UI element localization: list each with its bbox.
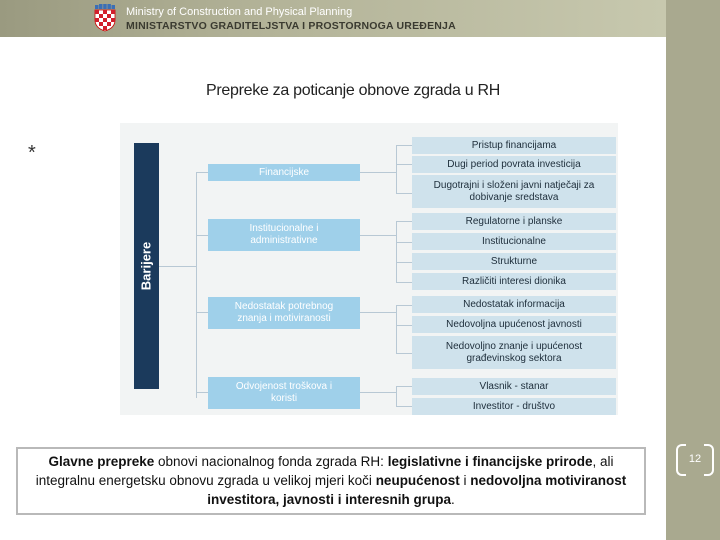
item-regulatory: Regulatorne i planske: [412, 213, 616, 230]
connector-item: [396, 262, 412, 263]
caption-text-4: .: [451, 492, 455, 507]
category-cost-benefit: Odvojenost troškova i koristi: [208, 377, 360, 409]
item-lack-of-information: Nedostatak informacija: [412, 296, 616, 313]
connector-trunk: [159, 266, 197, 267]
connector-spine: [196, 172, 197, 398]
item-long-payback: Dugi period povrata investicija: [412, 156, 616, 173]
connector-item: [396, 145, 412, 146]
caption-text-1: obnovi nacionalnog fonda zgrada RH:: [154, 454, 388, 469]
item-access-to-finance: Pristup financijama: [412, 137, 616, 154]
connector-item: [396, 221, 412, 222]
right-bracket-icon: [704, 444, 714, 476]
croatian-coat-of-arms-icon: [94, 4, 116, 32]
connector-cat-3: [196, 312, 208, 313]
bullet-marker: *: [28, 142, 36, 164]
page-number-badge: [676, 444, 714, 474]
connector-group-4: [360, 392, 396, 393]
connector-item: [396, 193, 412, 194]
category-institutional: Institucionalne i administrativne: [208, 219, 360, 251]
caption-bold-1: Glavne prepreke: [48, 454, 155, 469]
connector-group-3: [360, 312, 396, 313]
item-institutional: Institucionalne: [412, 233, 616, 250]
connector-group-1: [360, 172, 396, 173]
caption-bold-2: legislativne i financijske prirode: [387, 454, 593, 469]
caption-text-2: , ali integralnu energetsku obnovu zgrada u velikoj mjeri koči: [35, 454, 614, 488]
connector-item: [396, 164, 412, 165]
barriers-diagram: [120, 123, 618, 415]
item-structural: Strukturne: [412, 253, 616, 270]
connector-item: [396, 386, 412, 387]
caption-bold-3: neupućenost: [375, 473, 460, 488]
connector-item: [396, 242, 412, 243]
connector-group-2-spine: [396, 221, 397, 282]
connector-item: [396, 406, 412, 407]
category-financial: Financijske: [208, 164, 360, 181]
connector-group-4-spine: [396, 386, 397, 406]
item-public-tenders: Dugotrajni i složeni javni natječaji za dobivanje sredstava: [412, 175, 616, 208]
item-owner-tenant: Vlasnik - stanar: [412, 378, 616, 395]
ministry-name-croatian: MINISTARSTVO GRADITELJSTVA I PROSTORNOGA UREĐENJA: [126, 20, 456, 32]
connector-group-1-spine: [396, 145, 397, 193]
connector-item: [396, 305, 412, 306]
connector-cat-1: [196, 172, 208, 173]
left-bracket-icon: [676, 444, 686, 476]
item-construction-sector-knowledge: Nedovoljno znanje i upućenost građevinskog sektora: [412, 336, 616, 369]
ministry-name-english: Ministry of Construction and Physical Planning: [126, 6, 353, 18]
item-public-awareness: Nedovoljna upućenost javnosti: [412, 316, 616, 333]
page-number: 12: [688, 453, 702, 465]
slide-title: Prepreke za poticanje obnove zgrada u RH: [206, 82, 500, 99]
ministry-header: [0, 0, 666, 37]
connector-cat-4: [196, 392, 208, 393]
caption-text-3: i: [459, 473, 471, 488]
connector-group-3-spine: [396, 305, 397, 353]
caption-bold-4: nedovoljna motiviranost investitora, javnosti i interesnih grupa: [207, 473, 627, 507]
connector-item: [396, 325, 412, 326]
item-stakeholder-interests: Različiti interesi dionika: [412, 273, 616, 290]
summary-caption: [16, 447, 646, 515]
connector-item: [396, 282, 412, 283]
item-investor-society: Investitor - društvo: [412, 398, 616, 415]
connector-item: [396, 353, 412, 354]
category-knowledge: Nedostatak potrebnog znanja i motiviranosti: [208, 297, 360, 329]
connector-cat-2: [196, 235, 208, 236]
root-label: Barijere: [138, 241, 154, 291]
connector-group-2: [360, 235, 396, 236]
